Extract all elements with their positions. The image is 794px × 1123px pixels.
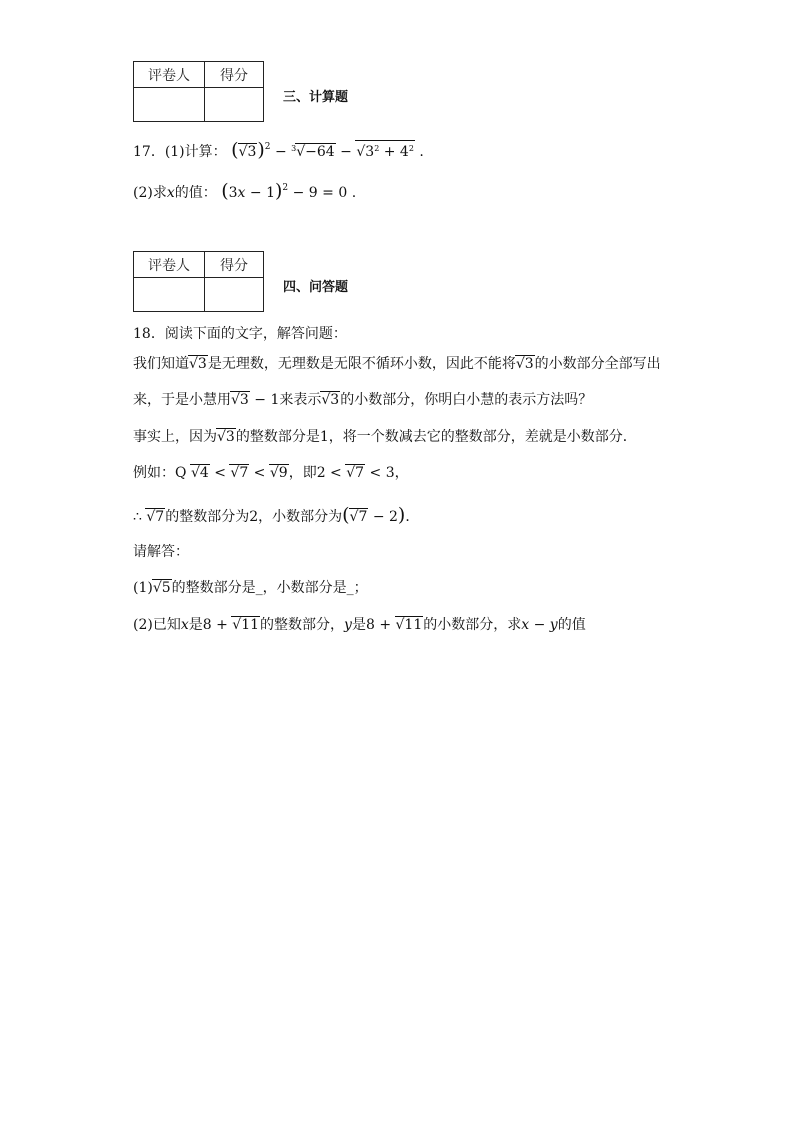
q18-line1 — [133, 354, 661, 374]
q18-p2-b: 是 — [188, 617, 203, 633]
q18-line5 — [133, 505, 419, 527]
q17-part1-formula: $(√3)^2 - ^3√-64 - √3^2 + 4^2$ — [231, 139, 414, 161]
inequality-int-formula: 2 < √7 < 3 — [316, 465, 395, 481]
q18-line3 — [133, 427, 637, 447]
q18-l5-b: ，小数部分为 — [258, 509, 343, 525]
q18-l2-c: 的小数部分，你明白小慧的表示方法吗？ — [340, 392, 593, 408]
q17-part2 — [133, 178, 356, 203]
grader-cell — [134, 278, 205, 312]
score-header: 得分 — [205, 62, 264, 88]
q18-l5-num: 2 — [249, 509, 259, 525]
q18-l1-a: 我们知道 — [133, 356, 189, 372]
q18-l1-b: 是无理数，无理数是无限不循环小数，因此不能将 — [207, 356, 516, 372]
q17-part2-mid: 的值： — [174, 185, 217, 201]
sqrt3-formula: √3 — [321, 392, 340, 408]
sqrt7-formula: √7 — [146, 509, 165, 525]
q18-l3-c: ，将一个数减去它的整数部分，差就是小数部分． — [328, 429, 637, 445]
grader-cell — [134, 88, 205, 122]
q17-var-x: x — [166, 185, 175, 201]
q17-part1 — [133, 137, 424, 162]
because-symbol: Q — [175, 465, 187, 481]
q18-p2-d: 是 — [351, 617, 366, 633]
sqrt3-formula: √3 — [217, 429, 235, 445]
score-cell — [205, 278, 264, 312]
x-minus-y-formula: x − y — [521, 617, 558, 633]
score-table-section3 — [133, 61, 264, 122]
q18-l3-a: 事实上，因为 — [133, 429, 217, 445]
q17-part1-prefix: 17．(1)计算： — [133, 144, 227, 160]
q18-l4-mid: ，即 — [288, 465, 317, 481]
sqrt3-minus-1-formula: √3 − 1 — [231, 392, 280, 408]
q18-p2-c: 的整数部分， — [260, 617, 345, 633]
q18-l3-b: 的整数部分是 — [235, 429, 320, 445]
inequality-sqrt-formula: √4 < √7 < √9 — [190, 465, 288, 481]
section4-title: 四、问答题 — [283, 280, 349, 295]
q18-l2-a: 来，于是小慧用 — [133, 392, 231, 408]
q18-line4 — [133, 463, 409, 483]
q18-p2-e: 的小数部分，求 — [423, 617, 522, 633]
eight-plus-sqrt11-formula: 8 + √11 — [202, 617, 260, 633]
grader-header: 评卷人 — [134, 252, 205, 278]
sqrt5-formula: √5 — [152, 580, 171, 596]
q18-p1-b: 的整数部分是_，小数部分是_； — [171, 580, 368, 596]
therefore-symbol: ∴ — [133, 509, 142, 525]
q18-l3-num: 1 — [319, 429, 329, 445]
var-x: x — [180, 617, 189, 633]
q18-l4-a: 例如： — [133, 465, 175, 481]
score-table-section4 — [133, 251, 264, 312]
q17-part1-end: . — [419, 144, 424, 160]
q18-l5-end: ． — [405, 509, 420, 525]
q18-part1 — [133, 578, 368, 598]
q18-p1-a: (1) — [133, 580, 153, 596]
score-header: 得分 — [205, 252, 264, 278]
q18-l1-c: 的小数部分全部写出 — [534, 356, 661, 372]
q18-line2 — [133, 390, 592, 410]
sqrt3-formula: √3 — [515, 356, 534, 372]
q18-l4-end: ， — [394, 465, 409, 481]
eight-plus-sqrt11-formula: 8 + √11 — [365, 617, 423, 633]
q18-prompt: 请解答： — [133, 544, 189, 560]
q18-l2-b: 来表示 — [279, 392, 322, 408]
sqrt7-minus-2-formula: (√7 − 2) — [342, 504, 406, 526]
q18-part2 — [133, 615, 586, 635]
q18-intro: 18．阅读下面的文字，解答问题： — [133, 326, 347, 342]
q18-p2-f: 的值 — [557, 617, 586, 633]
grader-header: 评卷人 — [134, 62, 205, 88]
sqrt3-formula: √3 — [189, 356, 207, 372]
var-y: y — [344, 617, 352, 633]
q18-l5-a: 的整数部分为 — [165, 509, 250, 525]
q18-p2-a: (2)已知 — [133, 617, 181, 633]
section3-title: 三、计算题 — [283, 90, 349, 105]
q17-part2-prefix: (2)求 — [133, 185, 167, 201]
score-cell — [205, 88, 264, 122]
q17-part2-end: . — [351, 185, 357, 201]
q17-part2-formula: $(3x - 1)^2 - 9 = 0$ — [221, 180, 352, 202]
